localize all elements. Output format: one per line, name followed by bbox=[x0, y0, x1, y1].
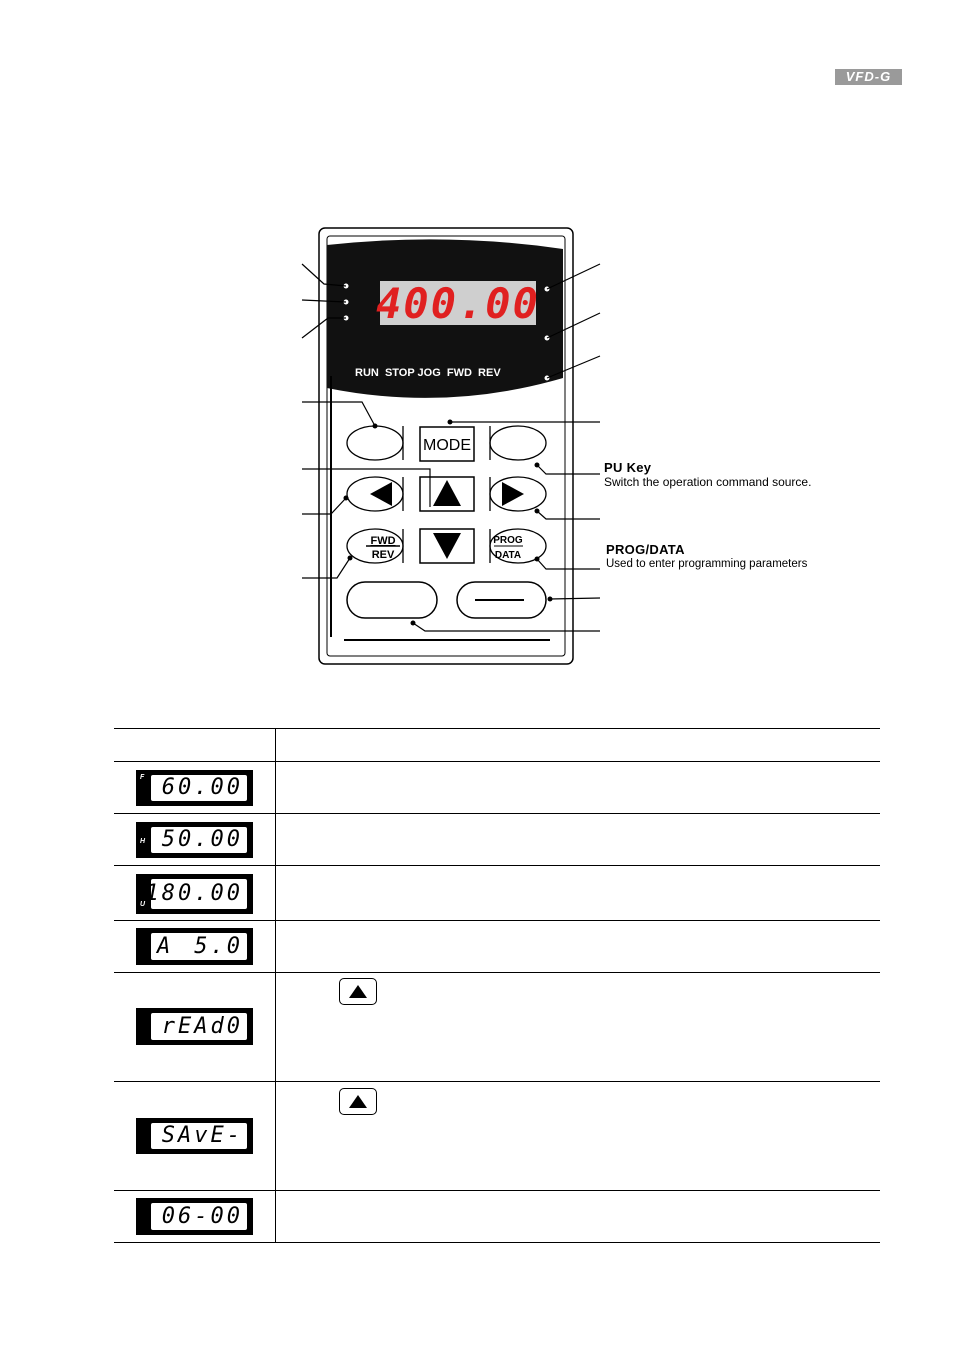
prog-data-desc: Used to enter programming parameters bbox=[606, 558, 808, 570]
up-key-icon bbox=[339, 978, 377, 1005]
lcd-output-current: A 5.0 bbox=[136, 928, 253, 965]
mode-key-label: MODE bbox=[423, 437, 471, 454]
pu-key-desc: Switch the operation command source. bbox=[604, 475, 812, 489]
led-display-value: 400.00 bbox=[376, 279, 540, 328]
lcd-read-parameter: rEAd0 bbox=[136, 1008, 253, 1045]
data-label: DATA bbox=[494, 550, 522, 561]
status-labels: RUN STOP JOG FWD REV bbox=[355, 367, 501, 379]
lcd-output-frequency: H 50.00 bbox=[136, 822, 253, 858]
pu-key bbox=[490, 426, 546, 460]
lcd-frequency-command: F 60.00 bbox=[136, 770, 253, 806]
rev-label: REV bbox=[371, 549, 395, 561]
run-key bbox=[347, 426, 403, 460]
fwd-label: FWD bbox=[370, 535, 396, 547]
lcd-parameter-code: 06-00 bbox=[136, 1198, 253, 1235]
brand-logo: VFD-G bbox=[835, 69, 902, 85]
display-message-table bbox=[114, 728, 880, 1243]
pu-key-title: PU Key bbox=[604, 460, 652, 475]
potentiometer-key bbox=[347, 582, 437, 618]
lcd-user-defined-unit: U 180.00 bbox=[136, 874, 253, 914]
prog-data-title: PROG/DATA bbox=[606, 542, 685, 557]
lcd-save-parameter: SAvE- bbox=[136, 1118, 253, 1154]
up-key-icon bbox=[339, 1088, 377, 1115]
prog-label: PROG bbox=[493, 535, 523, 546]
